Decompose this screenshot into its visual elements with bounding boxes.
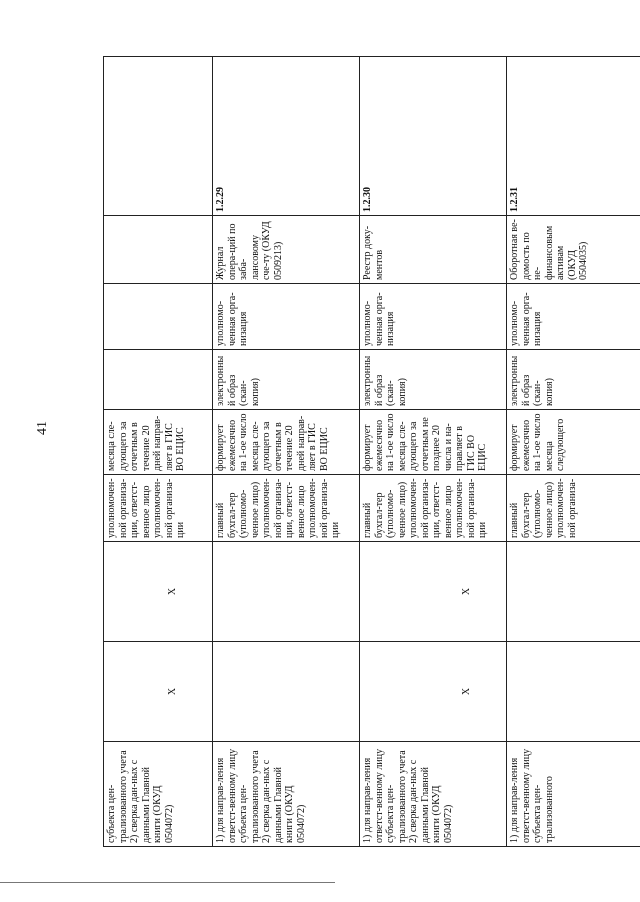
cell-purpose: 1) для направ-ления ответст-венному лицу субъекта цен-трализованного: [507, 742, 640, 847]
table-row: [213, 57, 360, 847]
cell-term: месяца сле-дующего за отчетным в течение 20 дней направ-ляет в ГИС ВО ЕЦИС: [104, 410, 213, 475]
rotated-table-container: [103, 57, 638, 847]
table-row: [104, 57, 213, 847]
cell-number: [104, 57, 213, 216]
cell-number: 1.2.30: [360, 57, 507, 216]
cell-document-name: Журнал опера-ций по заба-лансовому сче-ту (ОКУД 0509213): [213, 216, 360, 284]
cell-format: электронный образ (скан-копия): [360, 350, 507, 410]
cell-purpose: 1) для направ-ления ответст-венному лицу субъекта цен-трализованного учета 2) сверка дан-ных с данными Главной книги (ОКУД 0504072): [360, 742, 507, 847]
cell-formed-by: уполномочен-ной организа-ции, ответст-венное лицо уполномочен-ной организа-ции: [104, 475, 213, 542]
cell-mark: X: [507, 642, 640, 742]
cell-term: формирует ежемесячно на 1-ое число месяца сле-дующего за отчетным не позднее 20 числа и на-правляет в ГИС ВО ЕЦИС: [360, 410, 507, 475]
cell-mark: X: [213, 642, 360, 742]
cell-formed-by: главный бухгал-тер (уполномо-ченное лицо) уполномочен-ной организа-: [507, 475, 640, 542]
cell-number: 1.2.31: [507, 57, 640, 216]
cell-responsible: уполномо-ченная орга-низация: [360, 284, 507, 350]
cell-mark: X: [507, 542, 640, 642]
page-number: 41: [35, 421, 50, 435]
cell-responsible: [104, 284, 213, 350]
cell-format: электронный образ (скан-копия): [507, 350, 640, 410]
cell-document-name: Реестр доку-ментов: [360, 216, 507, 284]
cell-formed-by: главный бухгал-тер (уполномо-ченное лицо) уполномочен-ной организа-ции, ответст-венное лицо уполномочен-ной организа-ции: [360, 475, 507, 542]
table-row: [360, 57, 507, 847]
cell-purpose: 1) для направ-ления ответст-венному лицу субъекта цен-трализованного учета 2) сверка дан-ных с данными Главной книги (ОКУД 0504072): [213, 742, 360, 847]
cell-format: [104, 350, 213, 410]
cell-document-name: [104, 216, 213, 284]
cell-formed-by: главный бухгал-тер (уполномо-ченное лицо) уполномочен-ной организа-ции, ответст-венное лицо уполномочен-ной организа-ции: [213, 475, 360, 542]
cell-number: 1.2.29: [213, 57, 360, 216]
cell-mark: [104, 542, 213, 642]
cell-document-name: Оборотная ве-домость по не-финансовым активам (ОКУД 0504035): [507, 216, 640, 284]
cell-responsible: уполномо-ченная орга-низация: [213, 284, 360, 350]
table-row: [507, 57, 640, 847]
cell-purpose: субъекта цен-трализованного учета 2) сверка дан-ных с данными Главной книги (ОКУД 0504072): [104, 742, 213, 847]
cell-mark: [104, 642, 213, 742]
cell-mark: [360, 542, 507, 642]
cell-mark: X: [213, 542, 360, 642]
cell-format: электронный образ (скан-копия): [213, 350, 360, 410]
cell-term: формирует ежемесячно на 1-ое число месяца следующего: [507, 410, 640, 475]
cell-responsible: уполномо-ченная орга-низация: [507, 284, 640, 350]
cell-term: формирует ежемесячно на 1-ое число месяца сле-дующего за отчетным в течение 20 дней направ-ляет в ГИС ВО ЕЦИС: [213, 410, 360, 475]
register-table: [103, 56, 640, 847]
cell-mark: [360, 642, 507, 742]
footer-rule: [0, 882, 335, 883]
